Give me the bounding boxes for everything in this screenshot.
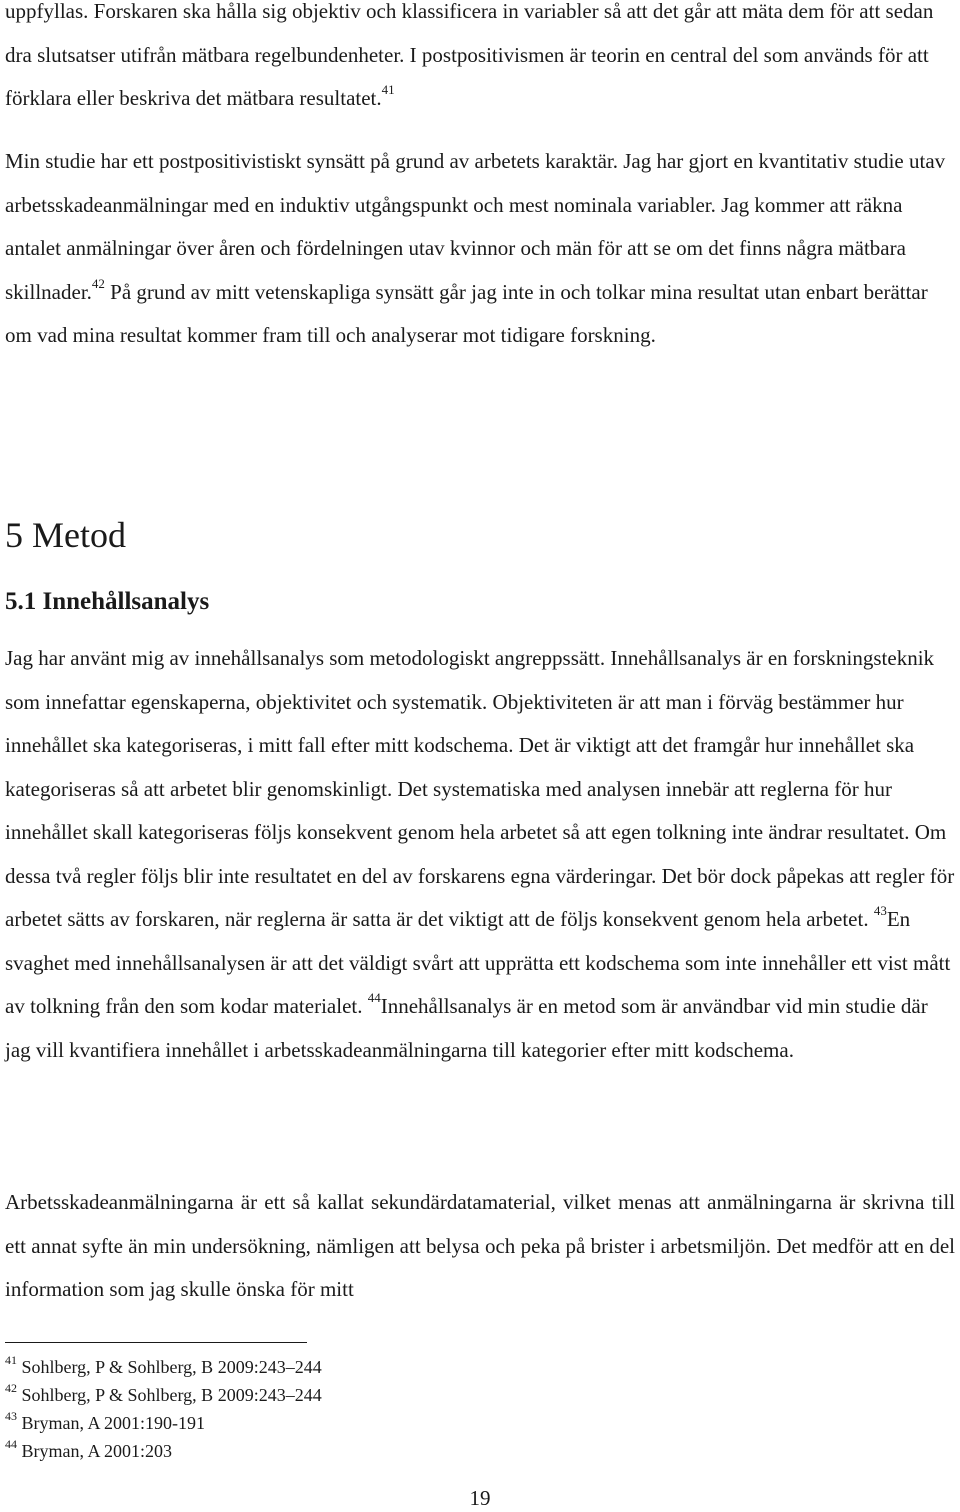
section-heading: 5.1 Innehållsanalys (5, 588, 210, 615)
paragraph-text: En svaghet med innehållsanalysen är att det väldigt svårt att upprätta ett kodschema som inte innehåller ett vist mått av tolkning från den som kodar materialet. (5, 907, 951, 1018)
paragraph-secondary-data (5, 1181, 955, 1312)
footnote-ref-43: 43 (873, 903, 887, 918)
footnote-number: 42 (5, 1381, 17, 1395)
paragraph-postpositivism (5, 0, 955, 121)
paragraph-text: uppfyllas. Forskaren ska hålla sig objektiv och klassificera in variabler så att det går att mäta dem för att sedan dra slutsatser utifrån mätbara regelbundenheter. I postpositivismen är teorin en central del som används för att förklara eller beskriva det mätbara resultatet. (5, 0, 934, 110)
paragraph-text: Min studie har ett postpositivistiskt synsätt på grund av arbetets karaktär. Jag har gjort en kvantitativ studie utav arbetsskadeanmälningar med en induktiv utgångspunkt och mest nominala variabler. Jag kommer att räkna antalet anmälningar över åren och fördelningen utav kvinnor och män för att se om det finns några mätbara skillnader. (5, 149, 946, 304)
paragraph-study-approach (5, 140, 955, 358)
footnote-number: 44 (5, 1437, 17, 1451)
footnote-number: 43 (5, 1409, 17, 1423)
footnote-ref-42: 42 (91, 275, 105, 291)
paragraph-text: Innehållsanalys är en metod som är användbar vid min studie där jag vill kvantifiera innehållet i arbetsskadeanmälningarna till kategorier efter mitt kodschema. (5, 994, 928, 1062)
footnotes (5, 1353, 605, 1465)
paragraph-text: På grund av mitt vetenskapliga synsätt går jag inte in och tolkar mina resultat utan enbart berättar om vad mina resultat kommer fram till och analyserar mot tidigare forskning. (5, 279, 928, 347)
page-number: 19 (469, 1486, 491, 1510)
footnote-text: Sohlberg, P & Sohlberg, B 2009:243–244 (21, 1357, 322, 1377)
footnote-ref-44: 44 (367, 990, 381, 1005)
paragraph-text: Jag har använt mig av innehållsanalys som metodologiskt angreppssätt. Innehållsanalys är en forskningsteknik som innefattar egenskaperna, objektivitet och systematik. Objektiviteten är att man i förväg bestämmer hur innehållet ska kategoriseras, i mitt fall efter mitt kodschema. Det är viktigt att det framgår hur innehållet ska kategoriseras så att arbetet blir genomskinligt. Det systematiska med analysen innebär att reglerna för hur innehållet skall kategoriseras följs konsekvent genom hela arbetet så att egen tolkning inte ändrar resultatet. Om dessa två regler följs blir inte resultatet en del av forskarens egna värderingar. Det bör dock påpekas att regler för arbetet sätts av forskaren, när reglerna är satta är det viktigt att de följs konsekvent genom hela arbetet. (5, 646, 955, 931)
footnote-43 (5, 1409, 605, 1437)
footnote-44 (5, 1437, 605, 1465)
footnote-text: Sohlberg, P & Sohlberg, B 2009:243–244 (21, 1385, 322, 1405)
paragraph-content-analysis (5, 637, 955, 1072)
footnote-number: 41 (5, 1353, 17, 1367)
footnote-ref-41: 41 (381, 82, 395, 97)
footnote-42 (5, 1381, 605, 1409)
footnote-text: Bryman, A 2001:203 (21, 1441, 173, 1461)
chapter-heading: 5 Metod (5, 515, 126, 555)
paragraph-text: Arbetsskadeanmälningarna är ett så kallat sekundärdatamaterial, vilket menas att anmälningarna är skrivna till ett annat syfte än min undersökning, nämligen att belysa och peka på brister i arbetsmiljön. Det medför att en del information som jag skulle önska för mitt (5, 1190, 955, 1301)
footnote-separator (5, 1342, 307, 1343)
footnote-41 (5, 1353, 605, 1381)
footnote-text: Bryman, A 2001:190-191 (21, 1413, 205, 1433)
